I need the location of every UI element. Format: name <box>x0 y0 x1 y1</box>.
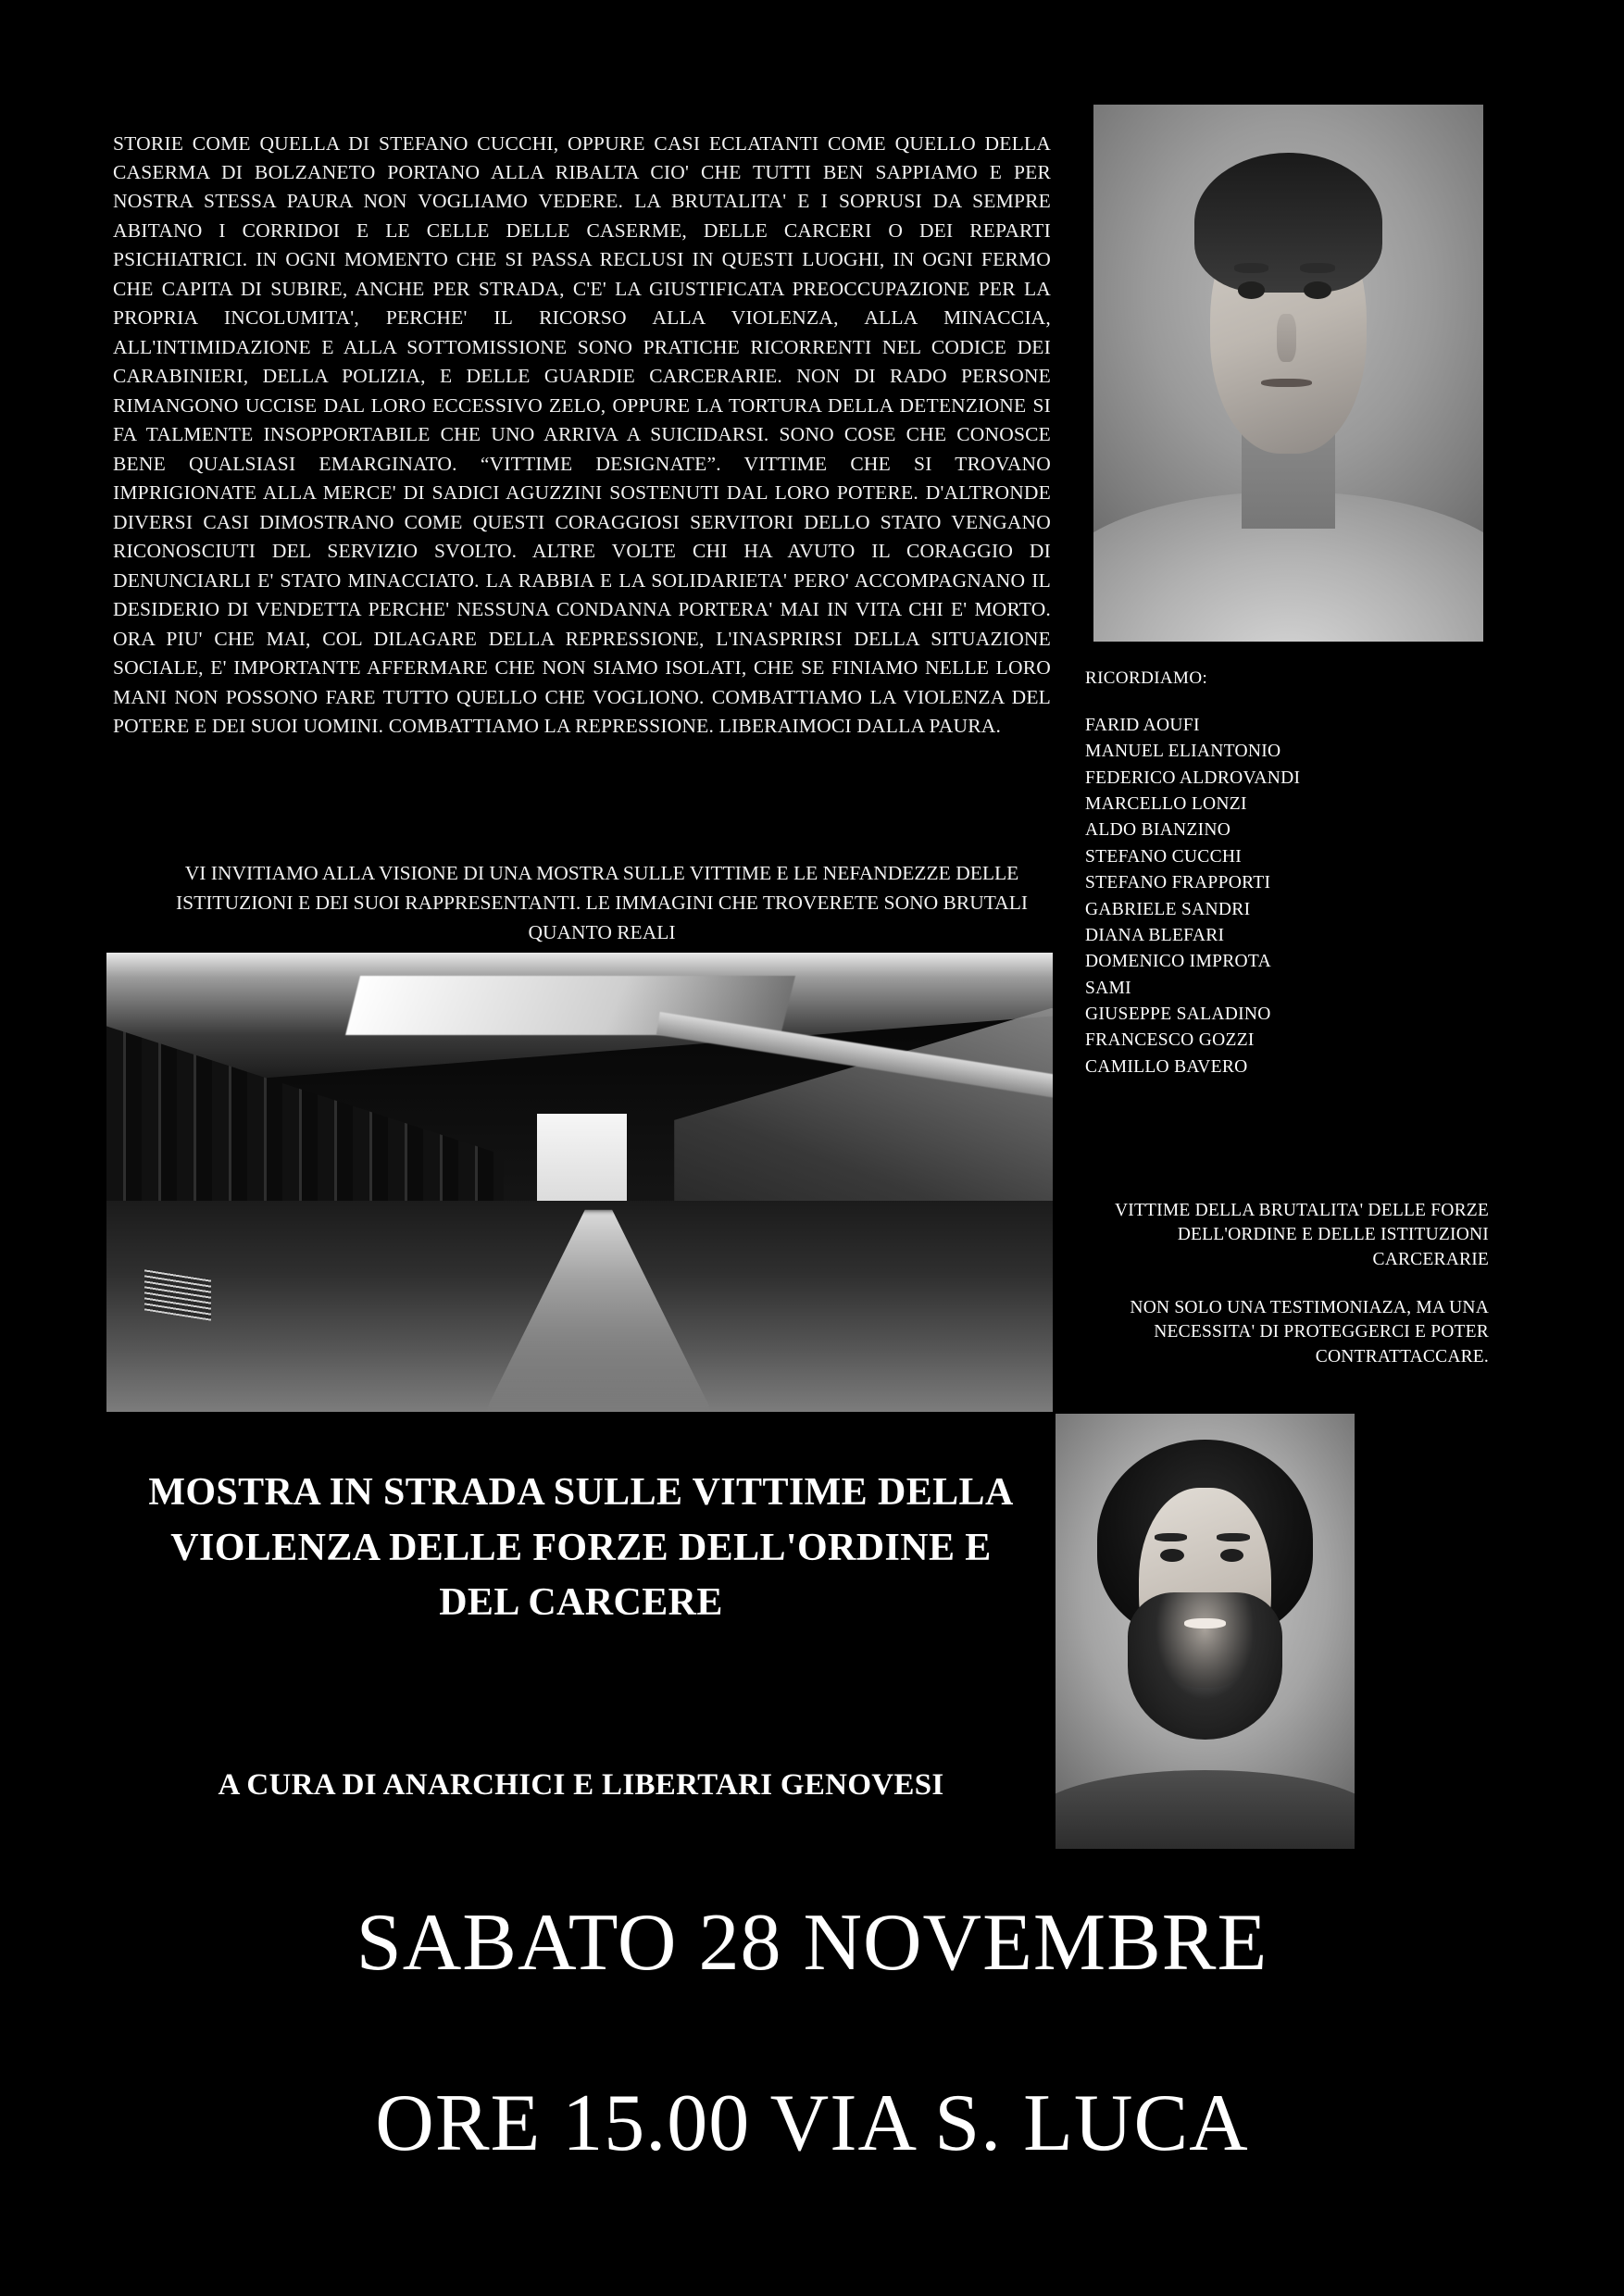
corridor-scene <box>106 953 1053 1412</box>
portrait-beard <box>1128 1592 1283 1741</box>
prison-corridor-photo <box>106 953 1053 1412</box>
event-date: SABATO 28 NOVEMBRE <box>356 1898 1268 1988</box>
list-item: SAMI <box>1085 978 1131 998</box>
portrait-eyebrow-right <box>1300 263 1335 272</box>
poster-body-text: STORIE COME QUELLA DI STEFANO CUCCHI, OPPURE CASI ECLATANTI COME QUELLO DELLA CASERMA DI BOLZANETO PORTANO ALLA RIBALTA CIO' CHE TUTTI BEN SAPPIAMO E PER NOSTRA STESSA PAURA NON VOGLIAMO VEDERE. LA BRUTALITA' E I SOPRUSI DA SEMPRE ABITANO I CORRIDOI E LE CELLE DELLE CASERME, DELLE CARCERI O DEI REPARTI PSICHIATRICI. IN OGNI MOMENTO CHE SI PASSA RECLUSI IN QUESTI LUOGHI, IN OGNI FERMO CHE CAPITA DI SUBIRE, ANCHE PER STRADA, C'E' LA GIUSTIFICATA PREOCCUPAZIONE PER LA PROPRIA INCOLUMITA', PERCHE' IL RICORSO ALLA VIOLENZA, ALLA MINACCIA, ALL'INTIMIDAZIONE E ALLA SOTTOMISSIONE SONO PRATICHE RICORRENTI NEL CODICE DEI CARABINIERI, DELLA POLIZIA, E DELLE GUARDIE CARCERARIE. NON DI RADO PERSONE RIMANGONO UCCISE DAL LORO ECCESSIVO ZELO, OPPURE LA TORTURA DELLA DETENZIONE SI FA TALMENTE INSOPPORTABILE CHE UNO ARRIVA A SUICIDARSI. SONO COSE CHE CONOSCE BENE QUALSIASI EMARGINATO. “VITTIME DESIGNATE”. VITTIME CHE SI TROVANO IMPRIGIONATE ALLA MERCE' DI SADICI AGUZZINI SOSTENUTI DAL LORO POTERE. D'ALTRONDE DIVERSI CASI DIMOSTRANO COME QUESTI CORAGGIOSI SERVITORI DELLO STATO VENGANO RICONOSCIUTI DEL SERVIZIO SVOLTO. ALTRE VOLTE CHI HA AVUTO IL CORAGGIO DI DENUNCIARLI E' STATO MINACCIATO. LA RABBIA E LA SOLIDARIETA' PERO' ACCOMPAGNANO IL DESIDERIO DI VENDETTA PERCHE' NESSUNA CONDANNA PORTERA' MAI IN VITA CHI E' MORTO. ORA PIU' CHE MAI, COL DILAGARE DELLA REPRESSIONE, L'INASPRIRSI DELLA SITUAZIONE SOCIALE, E' IMPORTANTE AFFERMARE CHE NON SIAMO ISOLATI, CHE SE FINIAMO NELLE LORO MANI NON POSSONO FARE TUTTO QUELLO CHE VOGLIONO. COMBATTIAMO LA VIOLENZA DEL POTERE E DEI SUOI UOMINI. COMBATTIAMO LA REPRESSIONE. LIBERAIMOCI DALLA PAURA. <box>113 131 1051 738</box>
portrait-mouth <box>1184 1618 1226 1628</box>
portrait-hair <box>1194 153 1381 293</box>
list-item: DIANA BLEFARI <box>1085 925 1225 945</box>
portrait-mouth <box>1261 379 1312 387</box>
list-item: STEFANO CUCCHI <box>1085 846 1243 867</box>
list-item: GABRIELE SANDRI <box>1085 899 1251 919</box>
necessity-note: NON SOLO UNA TESTIMONIAZA, MA UNA NECESSITA' DI PROTEGGERCI E POTER CONTRATTACCARE. <box>1130 1297 1489 1367</box>
portrait-nose <box>1277 314 1296 362</box>
list-item: MANUEL ELIANTONIO <box>1085 742 1281 762</box>
list-item: FEDERICO ALDROVANDI <box>1085 767 1301 788</box>
list-item: GIUSEPPE SALADINO <box>1085 1004 1271 1024</box>
list-item: ALDO BIANZINO <box>1085 820 1231 841</box>
list-item: CAMILLO BAVERO <box>1085 1056 1248 1077</box>
list-item: DOMENICO IMPROTA <box>1085 952 1271 972</box>
portrait-shoulders <box>1056 1770 1355 1849</box>
portrait-eye-right <box>1220 1549 1244 1562</box>
portrait-eye-right <box>1304 281 1330 299</box>
list-item: FARID AOUFI <box>1085 716 1200 735</box>
portrait-eyebrow-left <box>1155 1533 1188 1541</box>
victims-caption-note: VITTIME DELLA BRUTALITA' DELLE FORZE DELL'ORDINE E DELLE ISTITUZIONI CARCERARIE <box>1114 1200 1489 1270</box>
victims-list <box>1085 713 1474 1080</box>
list-item: MARCELLO LONZI <box>1085 794 1247 815</box>
portrait-eyebrow-right <box>1217 1533 1250 1541</box>
portrait-photo-bearded-man <box>1056 1414 1355 1849</box>
portrait-eyebrow-left <box>1234 263 1269 272</box>
event-time-and-place: ORE 15.00 VIA S. LUCA <box>375 2078 1249 2168</box>
portrait-eye-left <box>1238 281 1265 299</box>
curator-credit: A CURA DI ANARCHICI E LIBERTARI GENOVESI <box>218 1768 944 1803</box>
remember-heading: RICORDIAMO: <box>1085 668 1208 688</box>
portrait-photo-young-man <box>1093 105 1483 642</box>
portrait-eye-left <box>1160 1549 1184 1562</box>
list-item: FRANCESCO GOZZI <box>1085 1030 1255 1051</box>
page-title: MOSTRA IN STRADA SULLE VITTIME DELLA VIOLENZA DELLE FORZE DELL'ORDINE E DEL CARCERE <box>148 1471 1014 1625</box>
list-item: STEFANO FRAPPORTI <box>1085 873 1271 893</box>
exhibition-invitation-text: VI INVITIAMO ALLA VISIONE DI UNA MOSTRA SULLE VITTIME E LE NEFANDEZZE DELLE ISTITUZIONI E DEI SUOI RAPPRESENTANTI. LE IMMAGINI CHE TROVERETE SONO BRUTALI QUANTO REALI <box>176 861 1028 943</box>
